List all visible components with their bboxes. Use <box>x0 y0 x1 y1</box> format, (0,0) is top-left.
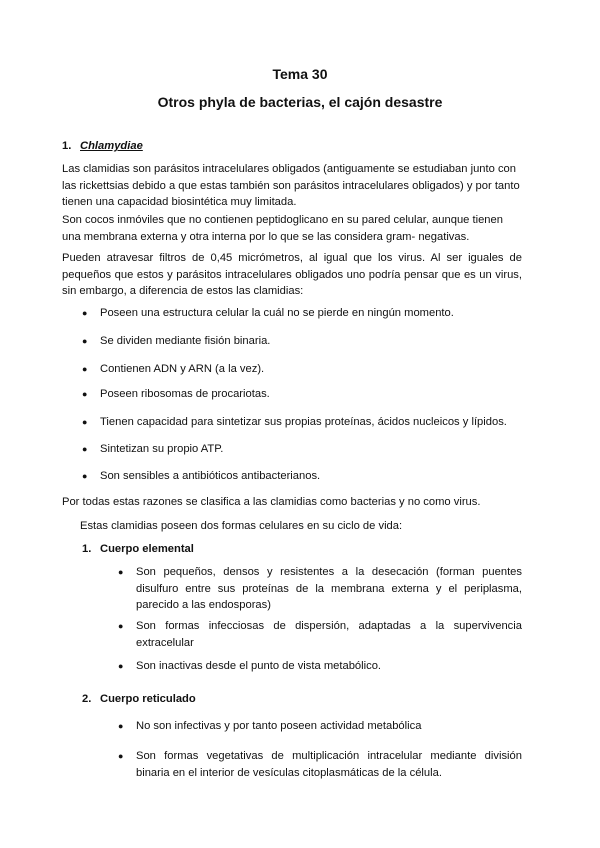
subsection-heading <box>82 541 194 558</box>
paragraph: Las clamidias son parásitos intracelulares obligados (antiguamente se estudiaban junto con las rickettsias debido a que estas también son parásitos intracelulares obligados) y por tanto tienen una capacidad biosintética muy limitada. <box>62 163 520 208</box>
list-item-text: No son infectivas y por tanto poseen actividad metabólica <box>136 720 422 732</box>
list-item-text: Son inactivas desde el punto de vista metabólico. <box>136 660 382 672</box>
bullet-icon: ● <box>118 751 124 761</box>
bullet-icon: ● <box>82 471 88 481</box>
list-item-text: Son formas vegetativas de multiplicación intracelular mediante división binaria en el interior de vesículas citoplasmáticas de la célula. <box>136 750 522 779</box>
bullet-icon: ● <box>82 389 88 399</box>
list-item-text: Contienen ADN y ARN (a la vez). <box>100 363 265 375</box>
list-item-text: Poseen ribosomas de procariotas. <box>100 388 270 400</box>
bullet-icon: ● <box>118 567 124 577</box>
section-number: 1. <box>62 140 72 152</box>
list-item-text: Son sensibles a antibióticos antibacterianos. <box>100 470 321 482</box>
subsection-label: Cuerpo elemental <box>100 543 194 555</box>
list-item-text: Poseen una estructura celular la cuál no se pierde en ningún momento. <box>100 307 454 319</box>
subsection-number: 1. <box>82 543 92 555</box>
section-heading <box>62 138 143 155</box>
list-item-text: Son pequeños, densos y resistentes a la desecación (forman puentes disulfuro entre sus proteínas de la membrana externa y el periplasma, parecido a las endosporas) <box>136 566 522 611</box>
section-label: Chlamydiae <box>80 140 143 152</box>
bullet-icon: ● <box>118 621 124 631</box>
document-subtitle: Otros phyla de bacterias, el cajón desastre <box>157 94 443 110</box>
subsection-number: 2. <box>82 693 92 705</box>
forms-intro: Estas clamidias poseen dos formas celulares en su ciclo de vida: <box>80 520 403 532</box>
conclusion-paragraph: Por todas estas razones se clasifica a las clamidias como bacterias y no como virus. <box>62 496 481 508</box>
document-title: Tema 30 <box>272 66 328 82</box>
bullet-icon: ● <box>118 661 124 671</box>
bullet-icon: ● <box>118 721 124 731</box>
bullet-icon: ● <box>82 417 88 427</box>
bullet-icon: ● <box>82 336 88 346</box>
subsection-heading <box>82 691 196 708</box>
bullet-icon: ● <box>82 444 88 454</box>
subsection-label: Cuerpo reticulado <box>100 693 196 705</box>
list-item-text: Se dividen mediante fisión binaria. <box>100 335 271 347</box>
list-item-text: Tienen capacidad para sintetizar sus propias proteínas, ácidos nucleicos y lípidos. <box>100 416 507 428</box>
paragraph: Pueden atravesar filtros de 0,45 micrómetros, al igual que los virus. Al ser iguales de pequeños que estos y parásitos intracelulares obligados uno podría pensar que es un virus, sin embargo, a diferencia de estos las clamidias: <box>62 252 522 297</box>
list-item-text: Son formas infecciosas de dispersión, adaptadas a la supervivencia extracelular <box>136 620 522 649</box>
list-item-text: Sintetizan su propio ATP. <box>100 443 224 455</box>
paragraph: Son cocos inmóviles que no contienen peptidoglicano en su pared celular, aunque tienen una membrana externa y otra interna por lo que se las considera gram- negativas. <box>62 214 503 243</box>
bullet-icon: ● <box>82 364 88 374</box>
bullet-icon: ● <box>82 308 88 318</box>
